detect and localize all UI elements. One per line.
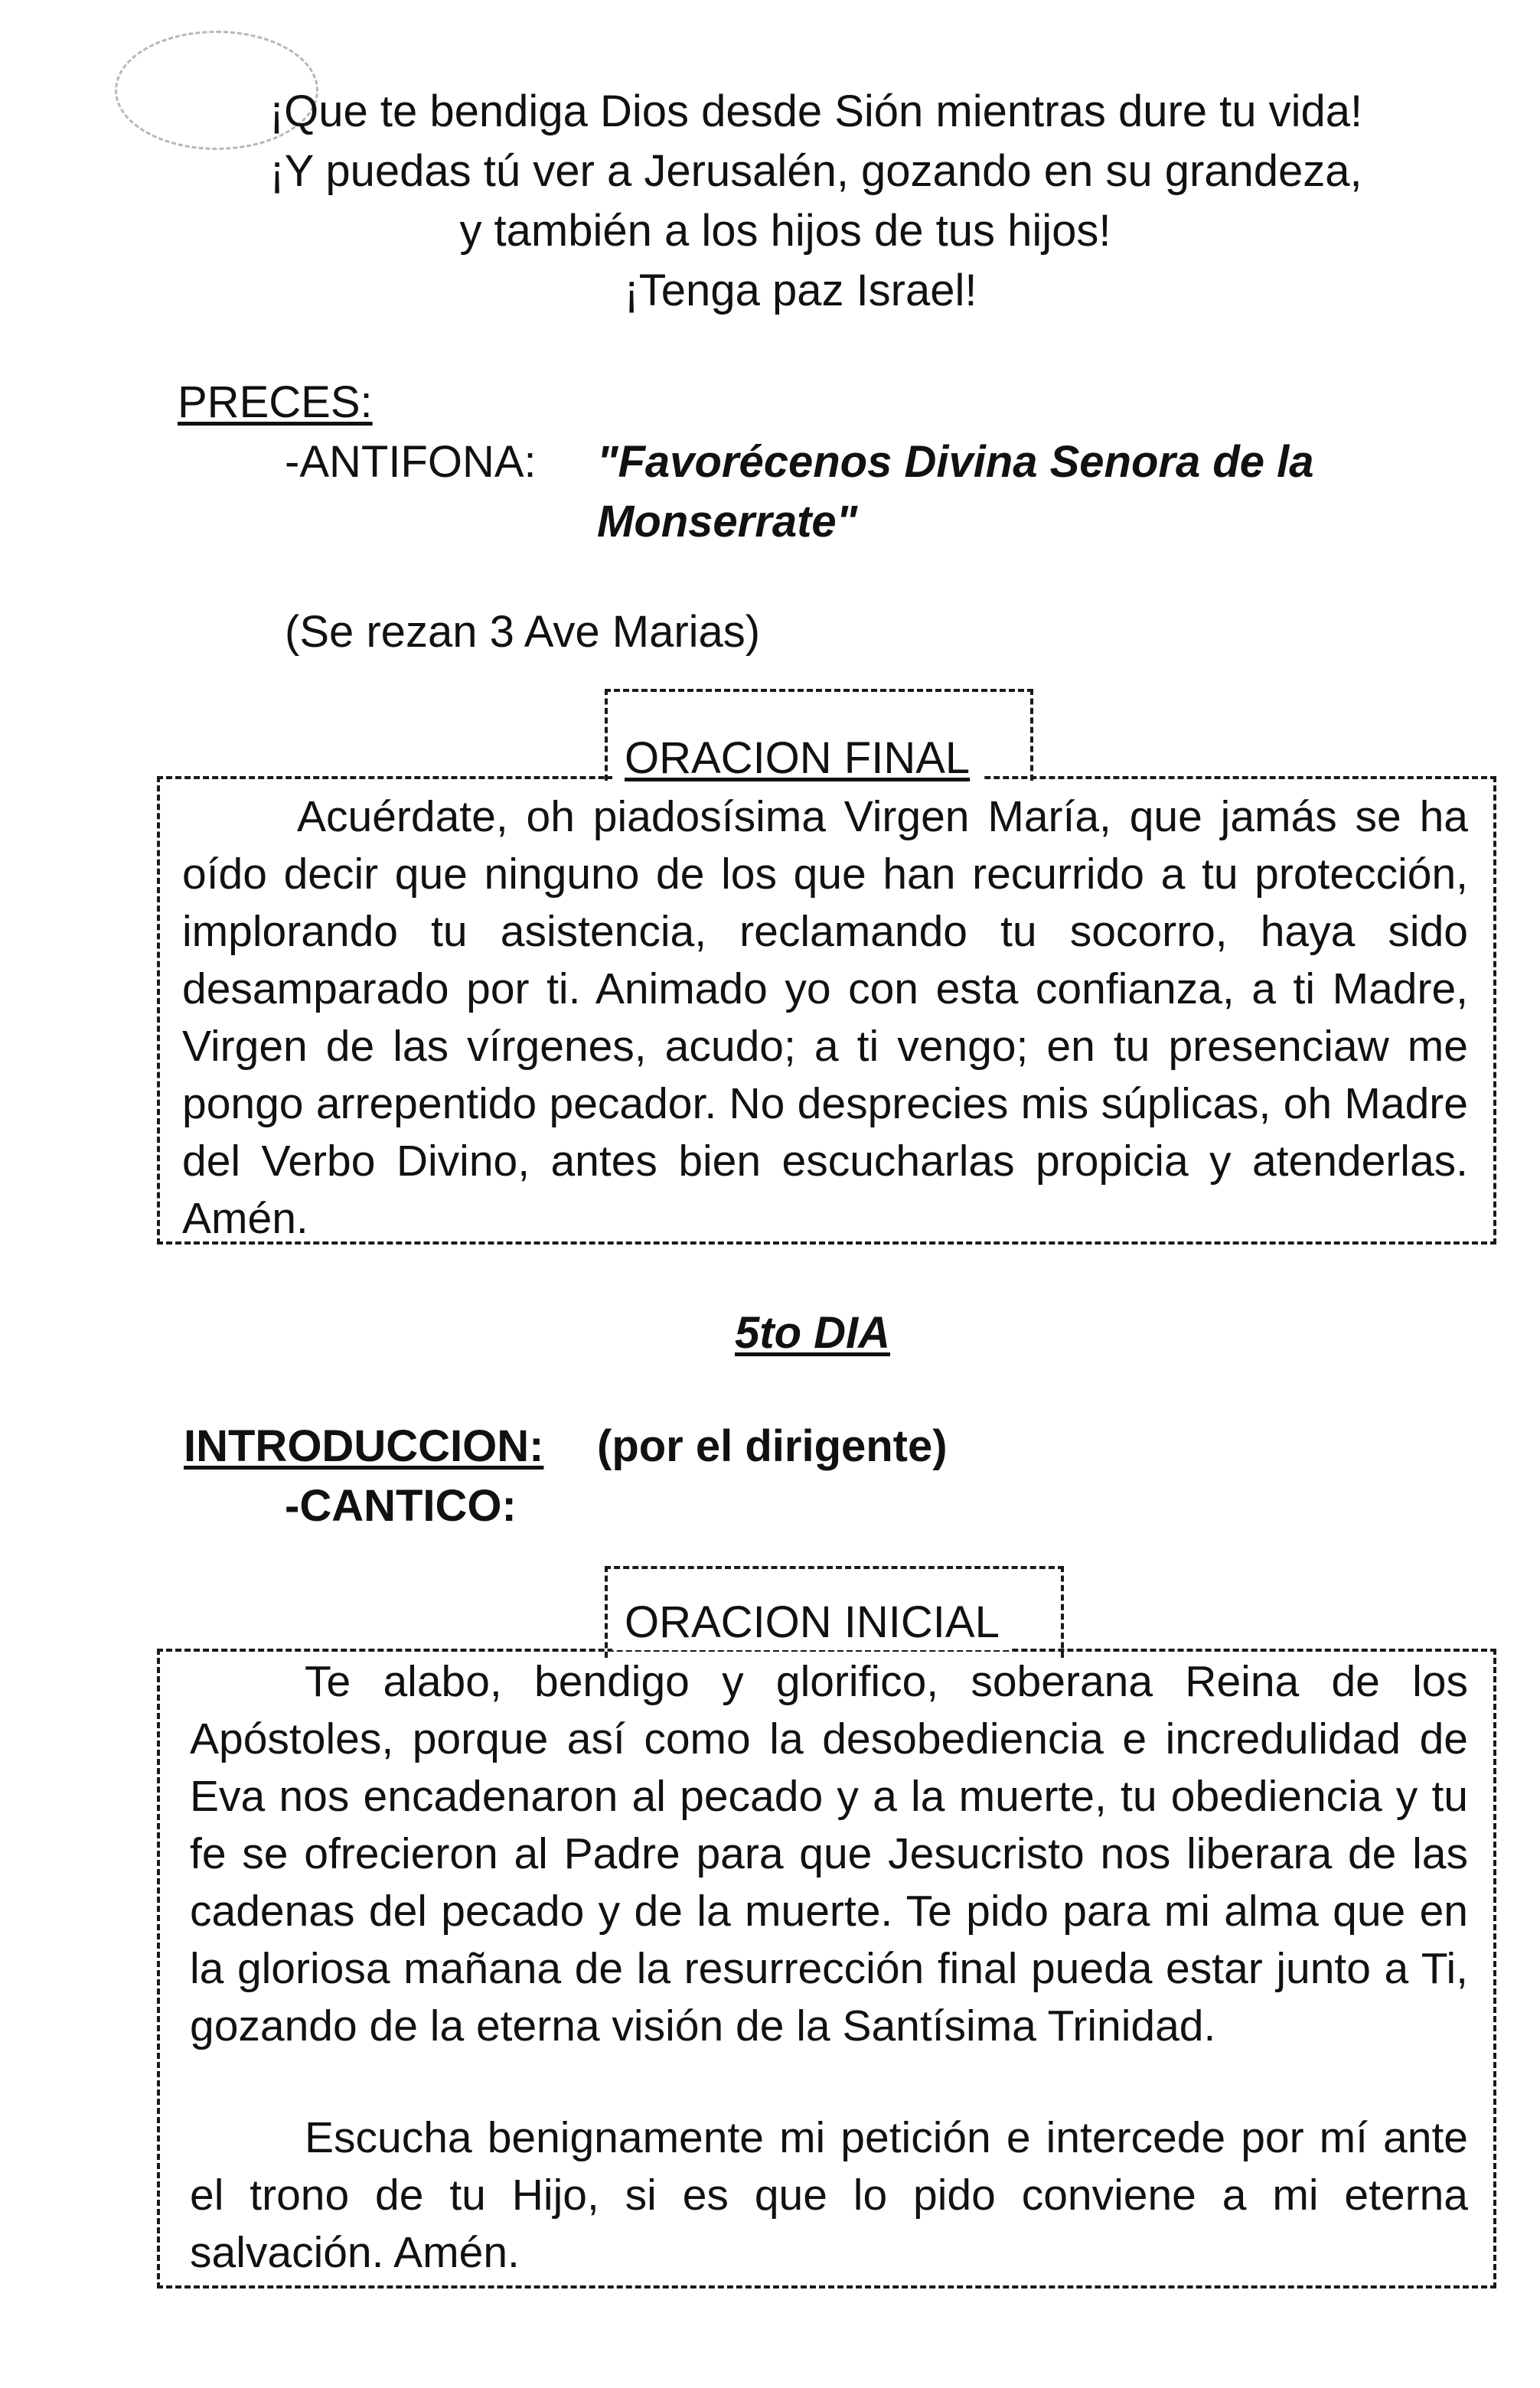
preces-heading: PRECES: <box>178 377 373 427</box>
psalm-line-4: ¡Tenga paz Israel! <box>624 266 977 315</box>
oracion-final-text: Acuérdate, oh piadosísima Virgen María, que jamás se ha oído decir que ninguno de los que han recurrido a tu protección, implorando tu asistencia, reclamando tu socorro, haya sido desamparado por ti. Animado yo con esta confianza, a ti Madre, Virgen de las vírgenes, acudo; a ti vengo; en tu presenciaw me pongo arrepentido pecador. No desprecies mis súplicas, oh Madre del Verbo Divino, antes bien escucharlas propicia y atenderlas. Amén. <box>182 792 1468 1243</box>
ave-marias-note: (Se rezan 3 Ave Marias) <box>285 607 761 657</box>
cantico-label: -CANTICO: <box>285 1481 517 1531</box>
psalm-line-2: ¡Y puedas tú ver a Jerusalén, gozando en su grandeza, <box>269 146 1362 196</box>
psalm-line-3: y también a los hijos de tus hijos! <box>459 206 1111 256</box>
antifona-label: -ANTIFONA: <box>285 437 537 487</box>
oracion-inicial-paragraph-1: Te alabo, bendigo y glorifico, soberana Reina de los Apóstoles, porque así como la desobediencia e incredulidad de Eva nos encadenaron al pecado y a la muerte, tu obediencia y tu fe se ofrecieron al Padre para que Jesucristo nos liberara de las cadenas del pecado y de la muerte. Te pido para mi alma que en la gloriosa mañana de la resurrección final pueda estar junto a Ti, gozando de la eterna visión de la Santísima Trinidad. <box>190 1657 1468 2050</box>
introduccion-label: INTRODUCCION: <box>184 1421 544 1471</box>
psalm-line-1: ¡Que te bendiga Dios desde Sión mientras dure tu vida! <box>269 86 1363 136</box>
oracion-final-title: ORACION FINAL <box>612 731 982 786</box>
antifona-text-line-2: Monserrate" <box>597 497 858 546</box>
oracion-inicial-paragraph-2: Escucha benignamente mi petición e intercede por mí ante el trono de tu Hijo, si es que lo pido conviene a mi eterna salvación. Amén. <box>190 2113 1468 2277</box>
oracion-inicial-title: ORACION INICIAL <box>612 1595 1012 1650</box>
introduccion-note: (por el dirigente) <box>597 1421 948 1471</box>
antifona-text-line-1: "Favorécenos Divina Senora de la <box>597 437 1314 487</box>
dia-title: 5to DIA <box>735 1308 890 1358</box>
